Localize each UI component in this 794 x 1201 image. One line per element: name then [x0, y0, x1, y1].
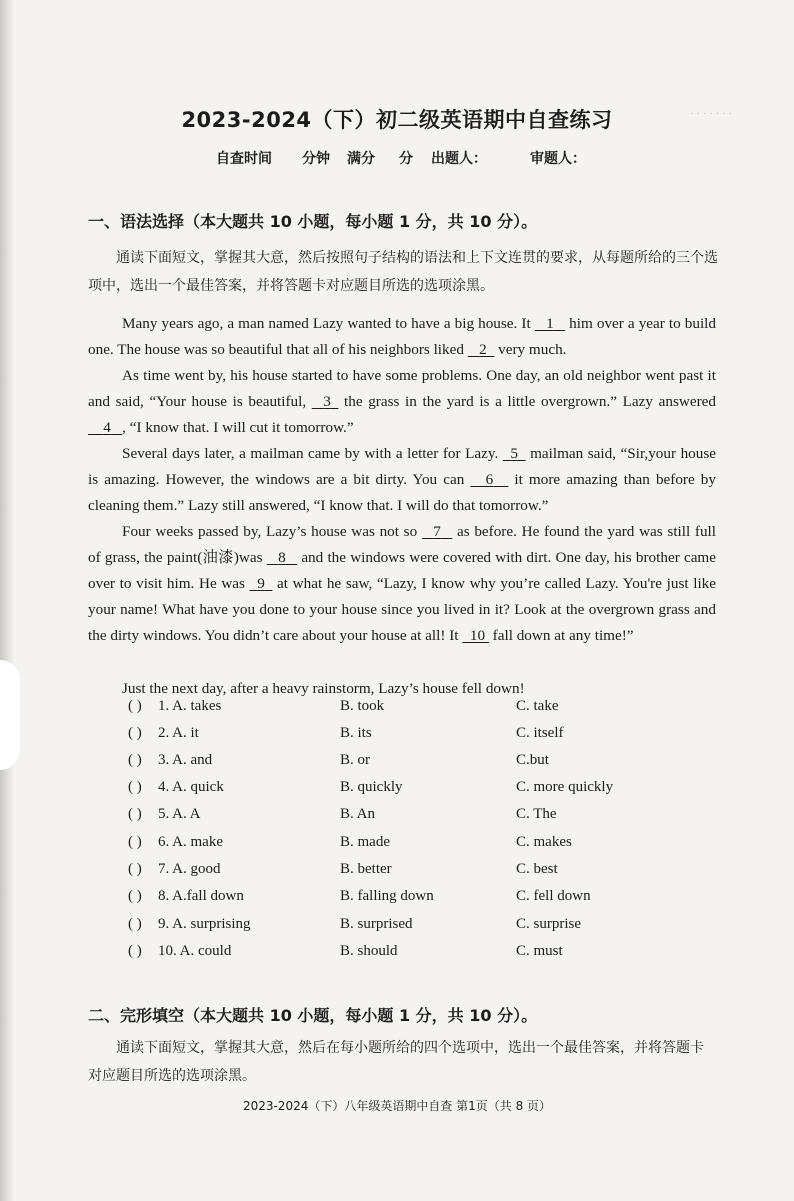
option-b[interactable]: B. falling down: [340, 888, 434, 904]
option-c[interactable]: C. more quickly: [516, 779, 614, 795]
meta-setter-label: 出题人：: [431, 151, 487, 167]
page-title: 2023-2024（下）初二级英语期中自查练习: [181, 108, 613, 132]
option-row: [0, 943, 794, 969]
blank-3[interactable]: 3: [323, 393, 331, 410]
option-a[interactable]: 9. A. surprising: [158, 916, 251, 932]
option-a[interactable]: 2. A. it: [158, 725, 199, 741]
option-a[interactable]: 8. A.fall down: [158, 888, 244, 904]
blank-10[interactable]: 10: [469, 627, 486, 644]
option-row: [0, 916, 794, 942]
answer-bracket[interactable]: ( ): [128, 698, 142, 714]
option-b[interactable]: B. its: [340, 725, 372, 741]
option-a[interactable]: 1. A. takes: [158, 698, 222, 714]
section2-instruction: 通读下面短文，掌握其大意，然后在每小题所给的四个选项中，选出一个最佳答案，并将答题卡对应题目所选的选项涂黑。: [88, 1040, 704, 1084]
answer-bracket[interactable]: ( ): [128, 752, 142, 768]
meta-score-label: 满分: [347, 151, 375, 167]
option-b[interactable]: B. or: [340, 752, 370, 768]
option-c[interactable]: C. best: [516, 861, 558, 877]
bleed-through-text: · · · · · · ·: [690, 108, 733, 120]
section2-heading: 二、完形填空（本大题共 10 小题，每小题 1 分，共 10 分）。: [88, 1006, 538, 1025]
option-c[interactable]: C. itself: [516, 725, 564, 741]
option-c[interactable]: C. must: [516, 943, 563, 959]
option-row: [0, 888, 794, 914]
answer-bracket[interactable]: ( ): [128, 916, 142, 932]
answer-bracket[interactable]: ( ): [128, 834, 142, 850]
option-b[interactable]: B. better: [340, 861, 392, 877]
option-row: [0, 861, 794, 887]
answer-bracket[interactable]: ( ): [128, 888, 142, 904]
meta-points-label: 分: [399, 151, 413, 167]
blank-9[interactable]: 9: [257, 575, 265, 592]
option-c[interactable]: C. surprise: [516, 916, 581, 932]
option-row: [0, 834, 794, 860]
passage-paragraph-5: Just the next day, after a heavy rainstorm, Lazy’s house fell down!: [122, 680, 525, 697]
option-row: [0, 752, 794, 778]
blank-4[interactable]: 4: [103, 419, 111, 436]
option-row: [0, 725, 794, 751]
meta-minutes-label: 分钟: [302, 151, 330, 167]
section1-instruction: 通读下面短文，掌握其大意，然后按照句子结构的语法和上下文连贯的要求，从每题所给的三个选项中，选出一个最佳答案，并将答题卡对应题目所选的选项涂黑。: [88, 250, 718, 294]
option-b[interactable]: B. made: [340, 834, 390, 850]
option-a[interactable]: 3. A. and: [158, 752, 213, 768]
option-a[interactable]: 10. A. could: [158, 943, 232, 959]
page-footer: 2023-2024（下）八年级英语期中自查 第1页（共 8 页）: [242, 1099, 552, 1113]
blank-7[interactable]: 7: [433, 523, 441, 540]
blank-1[interactable]: 1: [546, 315, 554, 332]
answer-bracket[interactable]: ( ): [128, 861, 142, 877]
passage-paragraph-3: Several days later, a mailman came by with a letter for Lazy. 5 mailman said, “Sir,your house is amazing. However, the windows are a bit dirty. You can 6 it more amazing than before by cleaning them.” Lazy still answered, “I know that. I will do that tomorrow.”: [88, 441, 716, 519]
blank-5[interactable]: 5: [510, 445, 518, 462]
meta-time-label: 自查时间: [216, 151, 272, 167]
option-b[interactable]: B. quickly: [340, 779, 403, 795]
answer-bracket[interactable]: ( ): [128, 943, 142, 959]
passage-paragraph-2: As time went by, his house started to have some problems. One day, an old neighbor went past it and said, “Your house is beautiful, 3 the grass in the yard is a little overgrown.” Lazy answered 4 , “I know that. I will cut it tomorrow.”: [88, 363, 716, 441]
option-b[interactable]: B. should: [340, 943, 398, 959]
answer-bracket[interactable]: ( ): [128, 725, 142, 741]
meta-reviewer-label: 审题人：: [530, 151, 586, 167]
option-b[interactable]: B. took: [340, 698, 385, 714]
option-c[interactable]: C. The: [516, 806, 557, 822]
passage-paragraph-4: Four weeks passed by, Lazy’s house was not so 7 as before. He found the yard was still full of grass, the paint(油漆)was 8 and the windows were covered with dirt. One day, his brother came over to visit him. He was 9 at what he saw, “Lazy, I know why you’re called Lazy. You're just like your name! What have you done to your house since you lived in it? Look at the overgrown grass and the dirty windows. You didn’t care about your house at all! It 10 fall down at any time!”: [88, 519, 716, 649]
blank-6[interactable]: 6: [485, 471, 494, 488]
option-b[interactable]: B. surprised: [340, 916, 413, 932]
section1-heading: 一、语法选择（本大题共 10 小题，每小题 1 分，共 10 分）。: [88, 212, 538, 231]
answer-bracket[interactable]: ( ): [128, 806, 142, 822]
option-c[interactable]: C. makes: [516, 834, 572, 850]
option-a[interactable]: 7. A. good: [158, 861, 221, 877]
option-row: [0, 698, 794, 724]
scan-edge-shadow: [0, 0, 14, 1201]
option-a[interactable]: 5. A. A: [158, 806, 201, 822]
option-c[interactable]: C. fell down: [516, 888, 591, 904]
blank-2[interactable]: 2: [479, 341, 487, 358]
option-a[interactable]: 4. A. quick: [158, 779, 224, 795]
option-b[interactable]: B. An: [340, 806, 376, 822]
option-c[interactable]: C.but: [516, 752, 549, 768]
option-row: [0, 806, 794, 832]
option-row: [0, 779, 794, 805]
passage-paragraph-1: Many years ago, a man named Lazy wanted to have a big house. It 1 him over a year to build one. The house was so beautiful that all of his neighbors liked 2 very much.: [88, 311, 716, 363]
option-a[interactable]: 6. A. make: [158, 834, 223, 850]
answer-bracket[interactable]: ( ): [128, 779, 142, 795]
blank-8[interactable]: 8: [278, 549, 286, 566]
option-c[interactable]: C. take: [516, 698, 559, 714]
